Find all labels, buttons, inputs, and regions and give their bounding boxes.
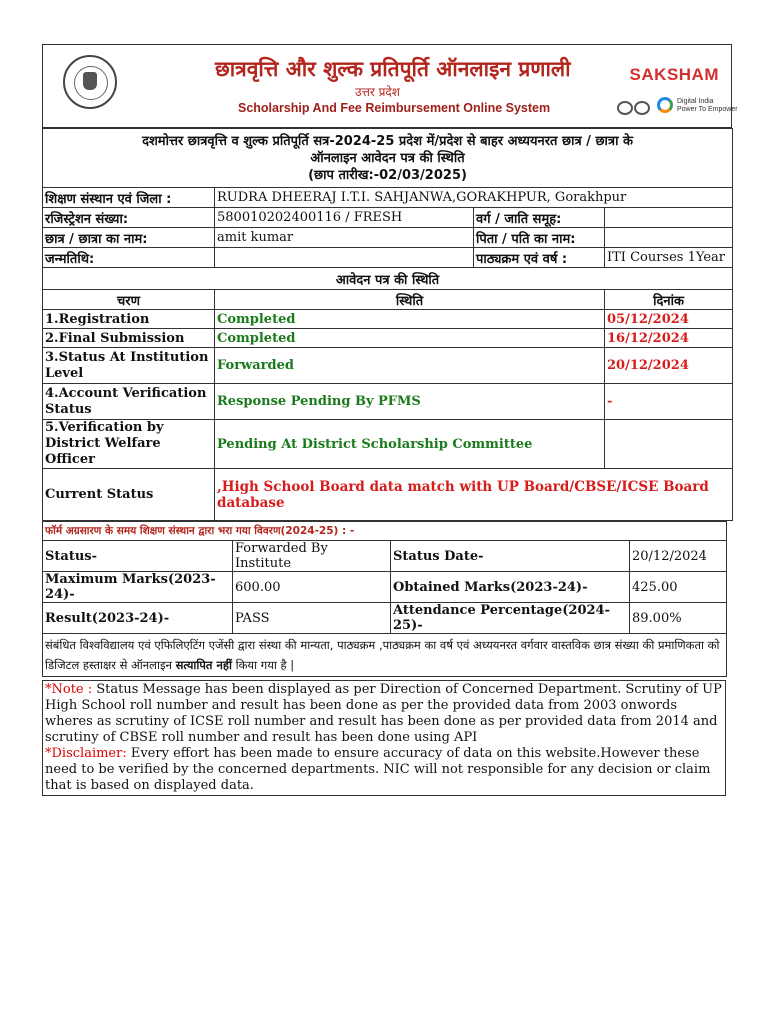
saksham-logo: SAKSHAM xyxy=(629,65,719,84)
max-marks-value: 600.00 xyxy=(233,572,391,603)
registration-value: 580010202400116 / FRESH xyxy=(215,208,474,228)
partner-logos xyxy=(617,93,738,119)
note-label: *Note : xyxy=(45,682,93,697)
col-date-header: दिनांक xyxy=(605,290,733,310)
verification-statement xyxy=(43,634,727,677)
header-state-hindi: उत्तर प्रदेश xyxy=(355,85,400,99)
status-cell: Completed xyxy=(215,310,605,329)
father-name-label: पिता / पति का नाम: xyxy=(474,228,605,248)
page-header xyxy=(42,44,738,128)
application-status-table xyxy=(42,128,733,521)
status-cell: Response Pending By PFMS xyxy=(215,384,605,420)
result-label: Result(2023-24)- xyxy=(43,603,233,634)
student-name-label: छात्र / छात्रा का नाम: xyxy=(43,228,215,248)
stage-cell: 1.Registration xyxy=(43,310,215,329)
col-stage-header: चरण xyxy=(43,290,215,310)
intro-line-1: दशमोत्तर छात्रवृत्ति व शुल्क प्रतिपूर्ति सत्र-2024-25 प्रदेश में/प्रदेश से बाहर अध्ययनरत छात्र / छात्रा के xyxy=(142,133,633,149)
header-title-hindi: छात्रवृत्ति और शुल्क प्रतिपूर्ति ऑनलाइन प्रणाली xyxy=(215,57,571,81)
note-text: Status Message has been displayed as per Direction of Concerned Department. Scrutiny of UP High School roll number and result has been done as per the provided data from 2003 onwords wheres as scrutiny of ICSE roll number and result has been done as per provided data from 2014 and scrutiny of CBSE roll number and result has been done using API xyxy=(45,682,722,745)
forwarding-heading: फॉर्म अग्रसारण के समय शिक्षण संस्थान द्वारा भरा गया विवरण(2024-25) : - xyxy=(43,522,727,541)
fwd-status-date-label: Status Date- xyxy=(391,541,630,572)
date-cell: 20/12/2024 xyxy=(605,348,733,384)
attendance-label: Attendance Percentage(2024-25)- xyxy=(391,603,630,634)
current-status-label: Current Status xyxy=(43,469,215,521)
date-cell: - xyxy=(605,384,733,420)
fwd-status-label: Status- xyxy=(43,541,233,572)
print-date: (छाप तारीख:-02/03/2025) xyxy=(308,167,467,183)
dob-value xyxy=(215,248,474,268)
current-status-value: ,High School Board data match with UP Board/CBSE/ICSE Board database xyxy=(215,469,733,521)
max-marks-label: Maximum Marks(2023-24)- xyxy=(43,572,233,603)
disclaimer-label: *Disclaimer: xyxy=(45,746,127,761)
stage-cell: 4.Account Verification Status xyxy=(43,384,215,420)
table-row xyxy=(43,420,733,469)
forwarding-details-table xyxy=(42,521,727,677)
status-report xyxy=(42,44,738,796)
verify-text-1: संबंधित विश्वविद्यालय एवं एफिलिएटिंग एजेंसी द्वारा संस्था की मान्यता, पाठ्यक्रम ,पाठ्यक्रम का वर्ष एवं अध्ययनरत वर्गवार वास्तविक छात्र संख्या की प्रमाणिकता को डिजिटल हस्ताक्षर से ऑनलाइन xyxy=(45,638,720,672)
status-cell: Forwarded xyxy=(215,348,605,384)
registration-label: रजिस्ट्रेशन संख्या: xyxy=(43,208,215,228)
table-row xyxy=(43,329,733,348)
institute-label: शिक्षण संस्थान एवं जिला : xyxy=(43,188,215,208)
col-status-header: स्थिति xyxy=(215,290,605,310)
attendance-value: 89.00% xyxy=(630,603,727,634)
date-cell: 05/12/2024 xyxy=(605,310,733,329)
category-label: वर्ग / जाति समूह: xyxy=(474,208,605,228)
stage-cell: 5.Verification by District Welfare Officer xyxy=(43,420,215,469)
up-government-emblem-icon xyxy=(63,55,117,109)
digital-india-text: Digital India Power To Empower xyxy=(677,98,738,113)
obtained-marks-label: Obtained Marks(2023-24)- xyxy=(391,572,630,603)
header-title-english: Scholarship And Fee Reimbursement Online System xyxy=(238,101,551,115)
status-cell: Pending At District Scholarship Committee xyxy=(215,420,605,469)
obtained-marks-value: 425.00 xyxy=(630,572,727,603)
date-cell: 16/12/2024 xyxy=(605,329,733,348)
intro-block xyxy=(43,129,733,188)
fwd-status-date-value: 20/12/2024 xyxy=(630,541,727,572)
note-box xyxy=(42,680,726,796)
stage-cell: 3.Status At Institution Level xyxy=(43,348,215,384)
verify-text-2: किया गया है | xyxy=(231,658,295,672)
current-status-row xyxy=(43,469,733,521)
status-table-title: आवेदन पत्र की स्थिति xyxy=(43,268,733,290)
stage-cell: 2.Final Submission xyxy=(43,329,215,348)
fwd-status-value: Forwarded By Institute xyxy=(233,541,391,572)
course-value: ITI Courses 1Year xyxy=(605,248,733,268)
swachh-bharat-glasses-icon xyxy=(617,97,651,115)
digital-india-logo-icon xyxy=(657,95,738,117)
father-name-value xyxy=(605,228,733,248)
course-label: पाठ्यक्रम एवं वर्ष : xyxy=(474,248,605,268)
date-cell xyxy=(605,420,733,469)
dob-label: जन्मतिथि: xyxy=(43,248,215,268)
table-row xyxy=(43,310,733,329)
table-row xyxy=(43,348,733,384)
category-value xyxy=(605,208,733,228)
intro-line-2: ऑनलाइन आवेदन पत्र की स्थिति xyxy=(310,150,465,166)
student-name-value: amit kumar xyxy=(215,228,474,248)
verify-bold: सत्यापित नहीं xyxy=(175,658,232,672)
result-value: PASS xyxy=(233,603,391,634)
disclaimer-text: Every effort has been made to ensure accuracy of data on this website.However these need to be verified by the concerned departments. NIC will not responsible for any decision or claim that is based on displayed data. xyxy=(45,746,711,793)
institute-value: RUDRA DHEERAJ I.T.I. SAHJANWA,GORAKHPUR, Gorakhpur xyxy=(215,188,733,208)
table-row xyxy=(43,384,733,420)
status-cell: Completed xyxy=(215,329,605,348)
